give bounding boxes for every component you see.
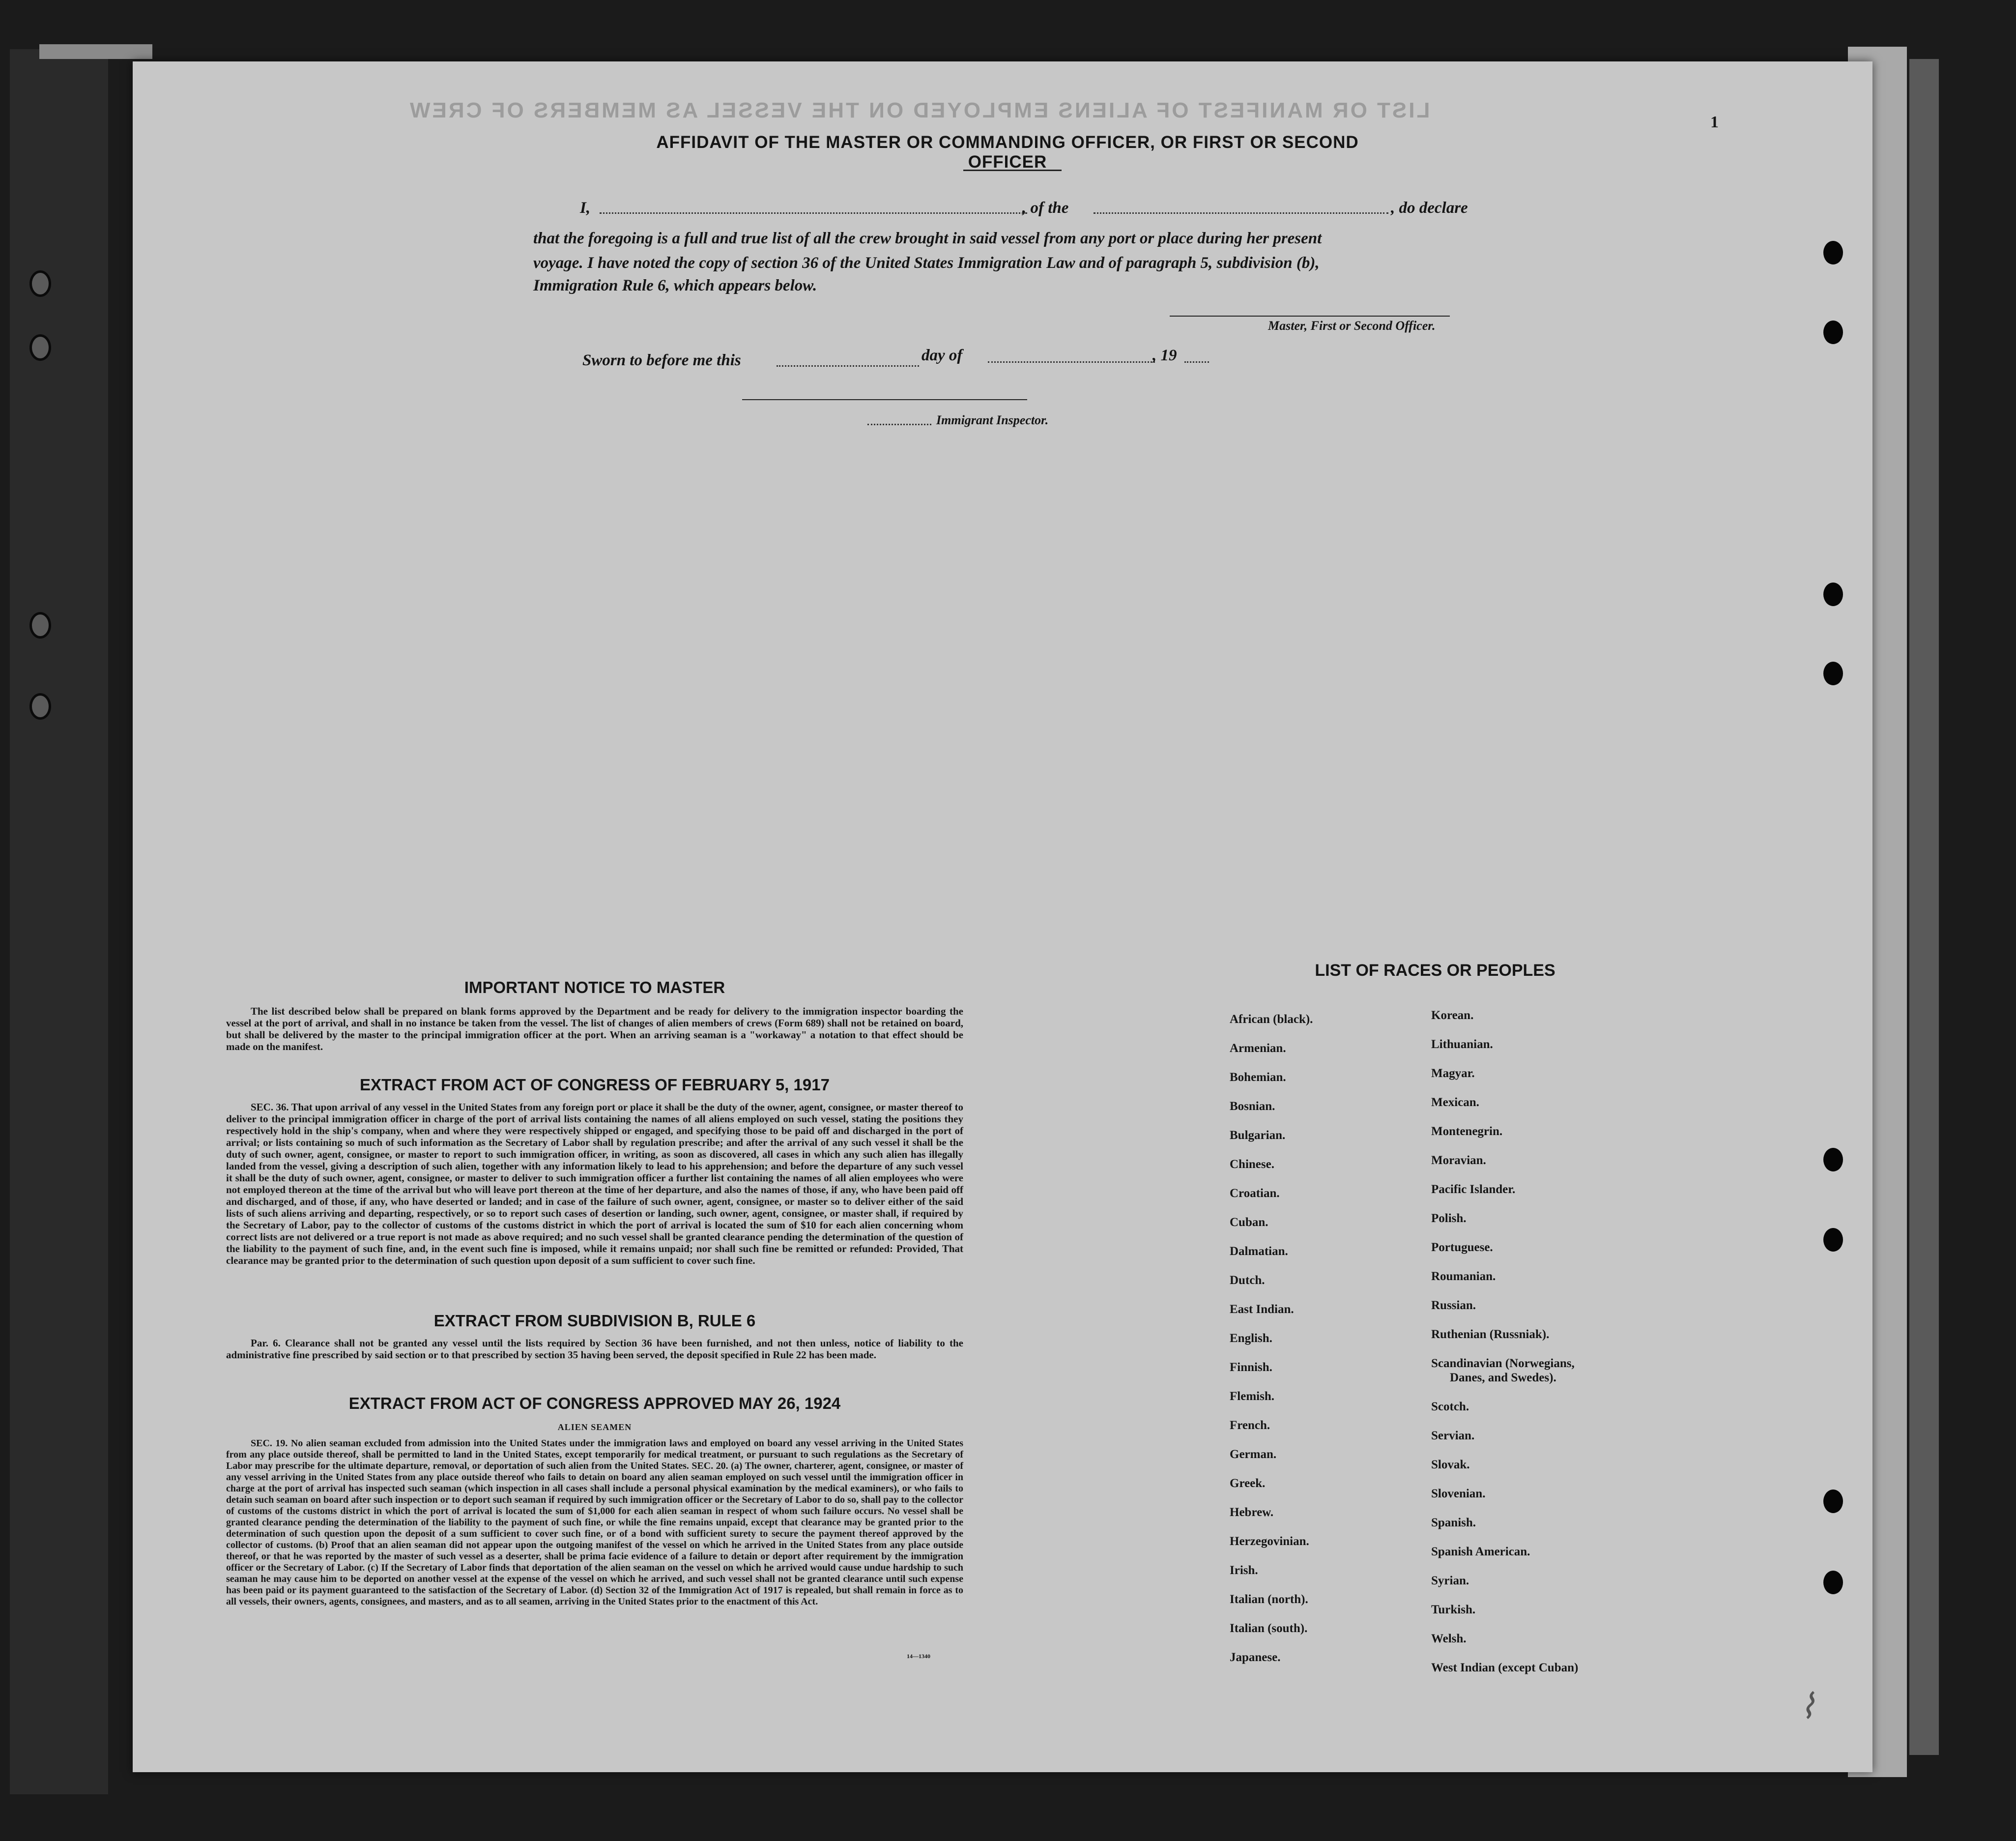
title-underline <box>963 170 1062 171</box>
bleed-through-header: LIST OR MANIFEST OF ALIENS EMPLOYED ON THE VESSEL AS MEMBERS OF CREW <box>408 98 1430 122</box>
punch-hole <box>29 693 51 720</box>
race-item: Russian. <box>1431 1299 1476 1312</box>
year-blank <box>1184 361 1209 363</box>
race-item: Pacific Islander. <box>1431 1183 1516 1196</box>
alien-seamen-subtitle: ALIEN SEAMEN <box>557 1422 632 1432</box>
race-item: Irish. <box>1230 1564 1258 1577</box>
year-label: , 19 <box>1152 347 1177 364</box>
race-item: African (black). <box>1230 1013 1313 1026</box>
punch-hole <box>1823 321 1843 344</box>
race-item: Chinese. <box>1230 1158 1274 1171</box>
punch-hole <box>1823 1228 1843 1252</box>
race-item: Lithuanian. <box>1431 1038 1493 1051</box>
race-item: Spanish American. <box>1431 1545 1530 1558</box>
race-item: Ruthenian (Russniak). <box>1431 1328 1550 1341</box>
right-edge-strip <box>1909 59 1939 1755</box>
punch-hole <box>29 270 51 297</box>
race-item: Scotch. <box>1431 1400 1469 1413</box>
punch-hole <box>29 612 51 639</box>
race-item: Scandinavian (Norwegians, <box>1431 1357 1575 1370</box>
form-number: 14—1340 <box>907 1653 930 1660</box>
master-signature-label: Master, First or Second Officer. <box>1268 319 1436 333</box>
notice-title: IMPORTANT NOTICE TO MASTER <box>464 978 725 996</box>
race-item: English. <box>1230 1332 1272 1345</box>
race-item: French. <box>1230 1419 1270 1432</box>
race-item: Italian (south). <box>1230 1622 1308 1635</box>
left-edge-strip <box>10 49 108 1794</box>
race-item: Dalmatian. <box>1230 1245 1288 1258</box>
race-item: Flemish. <box>1230 1390 1274 1403</box>
affidavit-do-declare: , do declare <box>1391 199 1468 217</box>
top-edge-strip <box>39 44 152 59</box>
vessel-blank <box>1094 212 1388 214</box>
race-item: Welsh. <box>1431 1632 1467 1645</box>
punch-hole <box>1823 1148 1843 1171</box>
master-signature-line <box>1170 316 1450 317</box>
races-title: LIST OF RACES OR PEOPLES <box>1315 961 1555 980</box>
inspector-dot-line <box>867 424 931 425</box>
race-item: Bulgarian. <box>1230 1129 1286 1142</box>
punch-hole <box>1823 662 1843 685</box>
affidavit-line-3: Immigration Rule 6, which appears below. <box>533 277 817 294</box>
race-item: Dutch. <box>1230 1274 1265 1287</box>
handwritten-mark: ⌇ <box>1799 1688 1816 1726</box>
affidavit-title: AFFIDAVIT OF THE MASTER OR COMMANDING OFFICER, OR FIRST OR SECOND OFFICER <box>656 133 1359 172</box>
affidavit-line-2: voyage. I have noted the copy of section 36 of the United States Immigration Law and of paragraph 5, subdivision (b), <box>533 254 1320 272</box>
punch-hole <box>29 334 51 361</box>
punch-hole <box>1823 241 1843 264</box>
race-item: Cuban. <box>1230 1216 1268 1229</box>
race-item: Moravian. <box>1431 1154 1486 1167</box>
race-item: Polish. <box>1431 1212 1467 1225</box>
race-item: German. <box>1230 1448 1277 1461</box>
notice-text: The list described below shall be prepared on blank forms approved by the Department and be ready for delivery to the immigration inspector boarding the vessel at the port of arrival, and shall in no instance be taken from the vessel. The list of changes of alien members of crews (Form 689) shall not be retained on board, but shall be delivered by the master to the principal immigration officer at the port. When an arriving seaman is a "workaway" a notation to that effect should be made on the manifest. <box>226 1005 963 1052</box>
race-item: Herzegovinian. <box>1230 1535 1309 1548</box>
race-item: Turkish. <box>1431 1603 1476 1616</box>
inspector-label: Immigrant Inspector. <box>936 413 1049 427</box>
day-of-label: day of <box>922 347 963 364</box>
race-item: Syrian. <box>1431 1574 1469 1587</box>
affidavit-of-the: , of the <box>1022 199 1069 217</box>
sworn-month-blank <box>988 361 1155 363</box>
race-item: Danes, and Swedes). <box>1450 1371 1556 1384</box>
race-item: Portuguese. <box>1431 1241 1493 1254</box>
race-item: Slovak. <box>1431 1458 1470 1471</box>
race-item: Bosnian. <box>1230 1100 1275 1113</box>
punch-hole <box>1823 583 1843 606</box>
race-item: West Indian (except Cuban) <box>1431 1661 1579 1674</box>
race-item: Italian (north). <box>1230 1593 1308 1606</box>
extract-1924-text: SEC. 19. No alien seaman excluded from admission into the United States under the immigration laws and employed on board any vessel arriving in the United States from any place outside thereof, shall be permitted to land in the United States, except temporarily for medical treatment, or pursuant to such regulations as the Secretary of Labor may prescribe for the ultimate departure, removal, or deportation of such alien from the United States. SEC. 20. (a) The owner, charterer, agent, consignee, or master of any vessel arriving in the United States from any place outside thereof who fails to detain on board any alien seaman employed on such vessel until the immigration officer in charge at the port of arrival has inspected such seaman (which inspection in all cases shall include a personal physical examination by the medical examiners), or who fails to detain such seaman on board after such inspection or to deport such seaman if required by such immigration officer or the Secretary of Labor to do so, shall pay to the collector of customs of the customs district in which the port of arrival is located the sum of $1,000 for each alien seaman in respect of whom such failure occurs. No vessel shall be granted clearance pending the determination of the liability to the payment of such fine, or while the fine remains unpaid, except that clearance may be granted prior to the determination of such question upon the deposit of a sum sufficient to cover such fine, or of a bond with sufficient surety to secure the payment thereof approved by the collector of customs. (b) Proof that an alien seaman did not appear upon the outgoing manifest of the vessel on which he arrived in the United States from any place outside thereof, or that he was reported by the master of such vessel as a deserter, shall be prima facie evidence of a failure to detain or deport after requirement by the immigration officer or the Secretary of Labor. (c) If the Secretary of Labor finds that deportation of the alien seaman on the vessel on which he arrived would cause undue hardship to such seaman he may cause him to be deported on another vessel at the expense of the vessel on which he arrived, and such vessel shall not be granted clearance until such expense has been paid or its payment guaranteed to the satisfaction of the Secretary of Labor. (d) Section 32 of the Immigration Act of 1917 is repealed, but shall remain in force as to all vessels, their owners, agents, consignees, and masters, and as to all seamen, arriving in the United States prior to the enactment of this Act. <box>226 1438 963 1607</box>
sworn-label: Sworn to before me this <box>582 351 741 369</box>
inspector-signature-line <box>742 399 1027 400</box>
punch-hole <box>1823 1571 1843 1594</box>
race-item: Bohemian. <box>1230 1071 1286 1084</box>
race-item: Mexican. <box>1431 1096 1479 1109</box>
race-item: Armenian. <box>1230 1042 1286 1055</box>
affidavit-line-1: that the foregoing is a full and true list of all the crew brought in said vessel from any port or place during her present <box>533 230 1322 247</box>
race-item: Croatian. <box>1230 1187 1280 1200</box>
rule-6-text: Par. 6. Clearance shall not be granted any vessel until the lists required by Section 36 have been furnished, and not then unless, notice of liability to the administrative fine prescribed by said section or to that prescribed by section 35 having been served, the deposit specified in Rule 22 has been made. <box>226 1337 963 1361</box>
race-item: Greek. <box>1230 1477 1266 1490</box>
page-number: 1 <box>1710 113 1719 131</box>
extract-1917-title: EXTRACT FROM ACT OF CONGRESS OF FEBRUARY 5, 1917 <box>360 1076 830 1094</box>
race-item: Korean. <box>1431 1009 1474 1022</box>
extract-1917-text: SEC. 36. That upon arrival of any vessel in the United States from any foreign port or place it shall be the duty of the owner, agent, consignee, or master thereof to deliver to the principal immigration officer in charge of the port of arrival lists containing the names of all aliens employed on such vessel, stating the positions they respectively hold in the ship's company, when and where they were respectively shipped or engaged, and specifying those to be paid off and discharged in the port of arrival; or lists containing so much of such information as the Secretary of Labor shall by regulation prescribe; and after the arrival of any such vessel it shall be the duty of such owner, agent, consignee, or master to report to such immigration officer, in writing, as soon as discovered, all cases in which any such alien has illegally landed from the vessel, giving a description of such alien, together with any information likely to lead to his apprehension; and before the departure of any such vessel it shall be the duty of such owner, agent, consignee, or master to deliver to such immigration officer a further list containing the names of all alien employees who were not employed thereon at the time of the arrival but who will leave port thereon at the time of her departure, and also the names of those, if any, who have been paid off and discharged, and of those, if any, who have deserted or landed; and in case of the failure of such owner, agent, consignee, or master so to deliver either of the said lists of such aliens arriving and departing, respectively, or so to report such cases of desertion or landing, such owner, agent, consignee, or master shall, if required by the Secretary of Labor, pay to the collector of customs of the customs district in which the port of arrival is located the sum of $10 for each alien concerning whom correct lists are not delivered or a true report is not made as above required; and no such vessel shall be granted clearance pending the determination of the question of the liability to the payment of such fine, and, in the event such fine is imposed, while it remains unpaid; nor shall such fine be remitted or refunded: Provided, That clearance may be granted prior to the determination of such question upon deposit of a sum sufficient to cover such fine. <box>226 1101 963 1266</box>
extract-1924-title: EXTRACT FROM ACT OF CONGRESS APPROVED MAY 26, 1924 <box>348 1394 841 1412</box>
affidavit-i-label: I, <box>580 199 591 217</box>
race-item: Spanish. <box>1431 1516 1476 1529</box>
sworn-day-blank <box>777 365 919 367</box>
race-item: Slovenian. <box>1431 1487 1486 1500</box>
race-item: Japanese. <box>1230 1651 1281 1664</box>
race-item: East Indian. <box>1230 1303 1294 1316</box>
race-item: Finnish. <box>1230 1361 1272 1374</box>
punch-hole <box>1823 1490 1843 1513</box>
race-item: Servian. <box>1431 1429 1475 1442</box>
rule-6-title: EXTRACT FROM SUBDIVISION B, RULE 6 <box>433 1312 756 1330</box>
name-blank <box>600 212 1027 214</box>
race-item: Roumanian. <box>1431 1270 1496 1283</box>
race-item: Montenegrin. <box>1431 1125 1503 1138</box>
race-item: Magyar. <box>1431 1067 1475 1080</box>
race-item: Hebrew. <box>1230 1506 1274 1519</box>
